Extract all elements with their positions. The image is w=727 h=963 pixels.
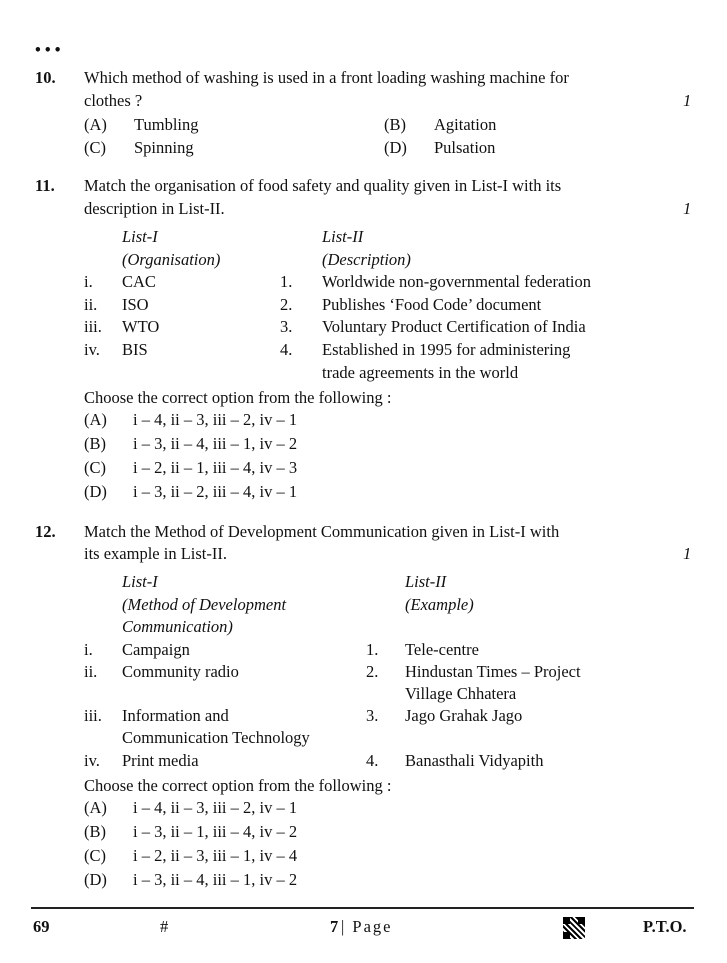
- option-label: (C): [84, 138, 106, 157]
- option-text: Spinning: [134, 138, 194, 157]
- list1-item: WTO: [122, 317, 160, 336]
- list2-label: 1.: [280, 272, 293, 291]
- list2-label: 4.: [366, 751, 379, 770]
- question-marks: 1: [683, 199, 692, 218]
- option-text: i – 2, ii – 3, iii – 1, iv – 4: [133, 846, 298, 865]
- list1-header: Communication): [122, 617, 233, 636]
- list2-label: 1.: [366, 640, 379, 659]
- list2-label: 2.: [366, 662, 379, 681]
- option-text: i – 4, ii – 3, iii – 2, iv – 1: [133, 798, 298, 817]
- option-text: Agitation: [434, 115, 497, 134]
- footer-pto: P.T.O.: [643, 917, 687, 936]
- list1-label: ii.: [84, 662, 98, 681]
- list2-header: (Description): [322, 250, 411, 269]
- question-marks: 1: [683, 91, 692, 110]
- list2-item: Village Chhatera: [405, 684, 517, 703]
- choose-prompt: Choose the correct option from the following :: [84, 776, 392, 795]
- option-label: (C): [84, 458, 106, 477]
- option-label: (B): [84, 434, 106, 453]
- option-label: (B): [384, 115, 406, 134]
- list2-item: Established in 1995 for administering: [322, 340, 571, 359]
- list1-item: Community radio: [122, 662, 239, 681]
- question-number: 11.: [35, 176, 55, 195]
- option-text: i – 3, ii – 2, iii – 4, iv – 1: [133, 482, 298, 501]
- list2-label: 3.: [280, 317, 293, 336]
- option-label: (D): [84, 870, 107, 889]
- list2-header: List-II: [322, 227, 364, 246]
- footer-page-number: 7: [330, 917, 339, 936]
- option-label: (D): [84, 482, 107, 501]
- question-number: 12.: [35, 522, 56, 541]
- option-text: i – 3, ii – 1, iii – 4, iv – 2: [133, 822, 298, 841]
- list2-label: 2.: [280, 295, 293, 314]
- list1-header: List-I: [122, 227, 158, 246]
- list1-item: CAC: [122, 272, 156, 291]
- question-text: Match the organisation of food safety and quality given in List-I with its: [84, 176, 562, 195]
- option-text: Tumbling: [134, 115, 199, 134]
- question-number: 10.: [35, 68, 56, 87]
- option-text: i – 2, ii – 1, iii – 4, iv – 3: [133, 458, 298, 477]
- continuation-dots: • • •: [35, 40, 61, 59]
- list2-label: 3.: [366, 706, 379, 725]
- footer-rule: [31, 907, 694, 909]
- list1-label: ii.: [84, 295, 98, 314]
- option-text: Pulsation: [434, 138, 496, 157]
- list1-label: i.: [84, 640, 93, 659]
- list1-header: List-I: [122, 572, 158, 591]
- list1-label: iii.: [84, 706, 102, 725]
- option-text: i – 4, ii – 3, iii – 2, iv – 1: [133, 410, 298, 429]
- list1-label: i.: [84, 272, 93, 291]
- list1-header: (Organisation): [122, 250, 221, 269]
- option-label: (D): [384, 138, 407, 157]
- list2-item: Voluntary Product Certification of India: [322, 317, 586, 336]
- list2-item: Publishes ‘Food Code’ document: [322, 295, 542, 314]
- list1-item: Print media: [122, 751, 199, 770]
- list1-item: BIS: [122, 340, 148, 359]
- choose-prompt: Choose the correct option from the following :: [84, 388, 392, 407]
- list2-item: Jago Grahak Jago: [405, 706, 523, 725]
- list1-item: Communication Technology: [122, 728, 310, 747]
- list2-item: Hindustan Times – Project: [405, 662, 581, 681]
- list2-item: trade agreements in the world: [322, 363, 519, 382]
- list1-header: (Method of Development: [122, 595, 287, 614]
- list2-label: 4.: [280, 340, 293, 359]
- question-marks: 1: [683, 544, 692, 563]
- option-label: (C): [84, 846, 106, 865]
- footer-page-label: | Page: [341, 917, 393, 936]
- list2-item: Banasthali Vidyapith: [405, 751, 544, 770]
- option-text: i – 3, ii – 4, iii – 1, iv – 2: [133, 434, 298, 453]
- question-text: its example in List-II.: [84, 544, 227, 563]
- question-text: Match the Method of Development Communication given in List-I with: [84, 522, 560, 541]
- list1-label: iv.: [84, 340, 100, 359]
- question-text: description in List-II.: [84, 199, 225, 218]
- question-text: Which method of washing is used in a front loading washing machine for: [84, 68, 569, 87]
- list2-item: Tele-centre: [405, 640, 479, 659]
- option-label: (A): [84, 410, 107, 429]
- option-text: i – 3, ii – 4, iii – 1, iv – 2: [133, 870, 298, 889]
- option-label: (B): [84, 822, 106, 841]
- option-label: (A): [84, 115, 107, 134]
- list1-item: Information and: [122, 706, 229, 725]
- list1-label: iv.: [84, 751, 100, 770]
- list1-label: iii.: [84, 317, 102, 336]
- list1-item: Campaign: [122, 640, 190, 659]
- list2-header: (Example): [405, 595, 474, 614]
- footer-code: 69: [33, 917, 50, 936]
- qr-code-icon: [563, 917, 585, 939]
- footer-hash: #: [160, 917, 169, 936]
- list2-header: List-II: [405, 572, 447, 591]
- option-label: (A): [84, 798, 107, 817]
- question-text: clothes ?: [84, 91, 143, 110]
- list2-item: Worldwide non-governmental federation: [322, 272, 591, 291]
- list1-item: ISO: [122, 295, 149, 314]
